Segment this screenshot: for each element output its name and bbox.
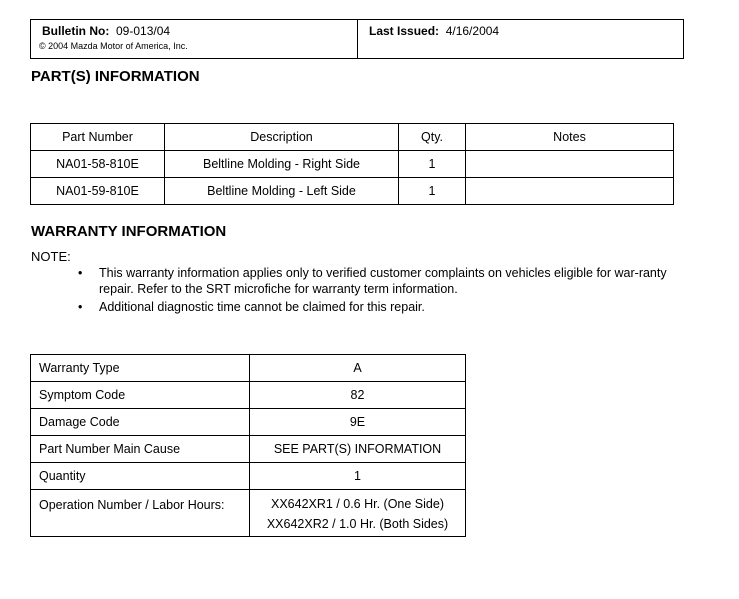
column-header: Description xyxy=(165,124,399,151)
qty-cell: 1 xyxy=(399,178,466,205)
notes-cell xyxy=(466,151,674,178)
warranty-key: Warranty Type xyxy=(31,355,250,382)
warranty-key: Symptom Code xyxy=(31,382,250,409)
warranty-value: 82 xyxy=(250,382,466,409)
description-cell: Beltline Molding - Right Side xyxy=(165,151,399,178)
issued-cell xyxy=(358,20,683,58)
issued-label: Last Issued: xyxy=(369,24,440,38)
bulletin-value: 09-013/04 xyxy=(116,24,171,38)
parts-section-title: PART(S) INFORMATION xyxy=(31,68,200,85)
parts-table xyxy=(30,123,674,205)
warranty-section-title: WARRANTY INFORMATION xyxy=(31,223,227,240)
table-row xyxy=(31,178,674,205)
table-row xyxy=(31,355,466,382)
part-number-cell: NA01-59-810E xyxy=(31,178,165,205)
copyright: © 2004 Mazda Motor of America, Inc. xyxy=(39,41,188,51)
warranty-table xyxy=(30,354,466,537)
table-row xyxy=(31,463,466,490)
column-header: Qty. xyxy=(399,124,466,151)
column-header: Notes xyxy=(466,124,674,151)
note-bullets xyxy=(78,265,683,317)
bulletin-header xyxy=(30,19,684,59)
qty-cell: 1 xyxy=(399,151,466,178)
notes-cell xyxy=(466,178,674,205)
bulletin-info-cell xyxy=(31,20,358,58)
warranty-value xyxy=(250,490,466,537)
table-row xyxy=(31,490,466,537)
table-row xyxy=(31,436,466,463)
parts-header-row xyxy=(31,124,674,151)
labor-line-one: XX642XR1 / 0.6 Hr. (One Side) xyxy=(270,497,444,511)
table-row xyxy=(31,382,466,409)
bullet-text: Additional diagnostic time cannot be claimed for this repair. xyxy=(99,300,425,314)
bullet-item xyxy=(78,299,683,315)
warranty-key: Damage Code xyxy=(31,409,250,436)
description-cell: Beltline Molding - Left Side xyxy=(165,178,399,205)
column-header: Part Number xyxy=(31,124,165,151)
labor-line-two: XX642XR2 / 1.0 Hr. (Both Sides) xyxy=(266,517,449,531)
note-label: NOTE: xyxy=(31,249,71,264)
warranty-value: 1 xyxy=(250,463,466,490)
issued-value: 4/16/2004 xyxy=(445,24,500,38)
bullet-item xyxy=(78,265,683,297)
bulletin-number xyxy=(42,24,170,38)
bulletin-label: Bulletin No: xyxy=(42,24,110,38)
table-row xyxy=(31,409,466,436)
bullet-icon: • xyxy=(78,300,83,314)
bullet-text: This warranty information applies only to verified customer complaints on vehicles eligible for war-ranty repair. Refer to the SRT microfiche for warranty term information. xyxy=(99,266,667,296)
warranty-value: SEE PART(S) INFORMATION xyxy=(250,436,466,463)
part-number-cell: NA01-58-810E xyxy=(31,151,165,178)
bullet-icon: • xyxy=(78,266,83,280)
warranty-key: Quantity xyxy=(31,463,250,490)
warranty-key: Part Number Main Cause xyxy=(31,436,250,463)
table-row xyxy=(31,151,674,178)
warranty-key: Operation Number / Labor Hours: xyxy=(31,490,250,537)
last-issued xyxy=(369,24,499,38)
warranty-value: 9E xyxy=(250,409,466,436)
warranty-value: A xyxy=(250,355,466,382)
